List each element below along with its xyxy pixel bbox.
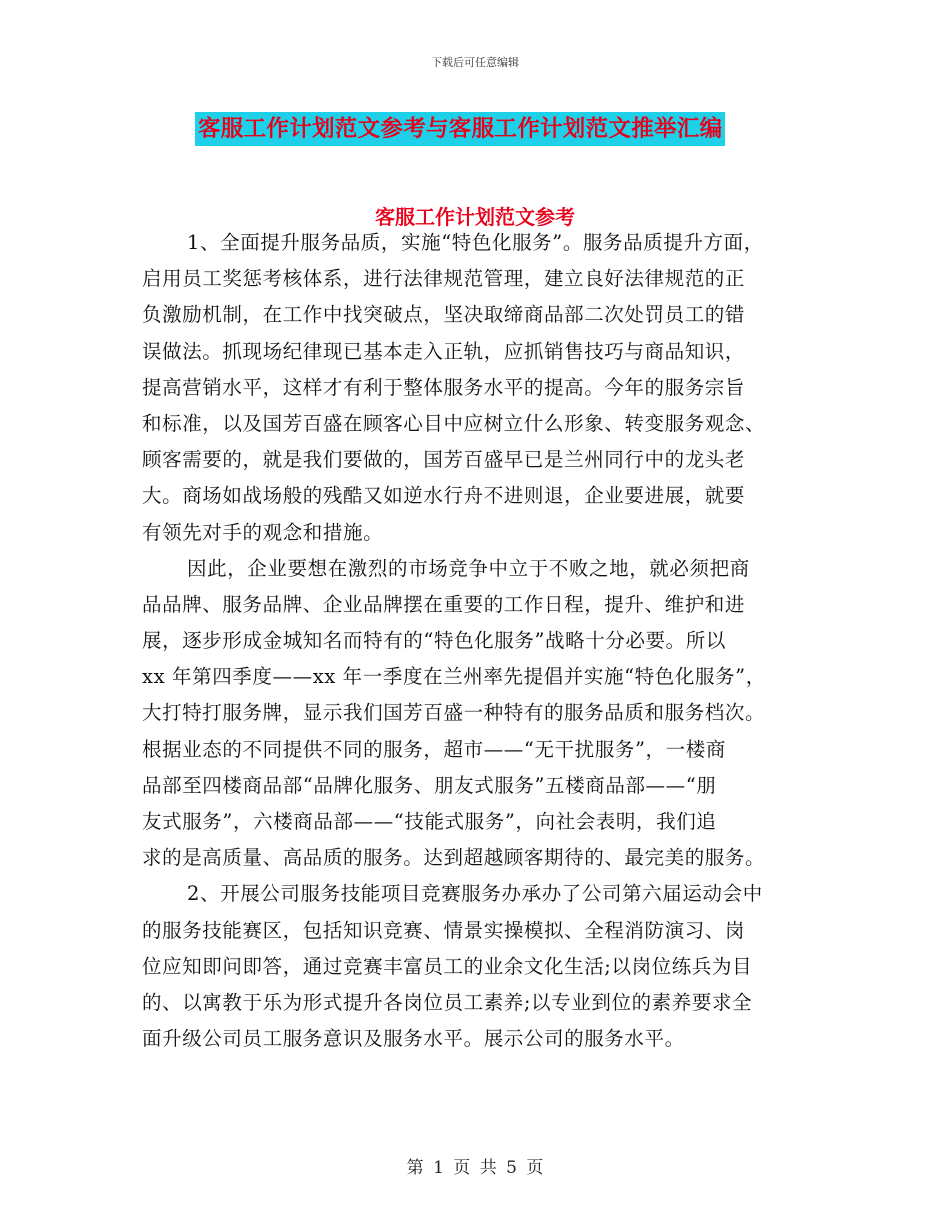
paragraph-line: 的、以寓教于乐为形式提升各岗位员工素养;以专业到位的素养要求全 [142, 990, 753, 1014]
paragraph-line: 友式服务”，六楼商品部——“技能式服务”，向社会表明，我们追 [142, 810, 717, 833]
main-title: 客服工作计划范文参考与客服工作计划范文推举汇编 [198, 116, 723, 142]
paragraph-line: 求的是高质量、高品质的服务。达到超越顾客期待的、最完美的服务。 [142, 846, 766, 870]
paragraph-line: 2、开展公司服务技能项目竞赛服务办承办了公司第六届运动会中 [187, 882, 763, 906]
paragraph-line: 顾客需要的，就是我们要做的，国芳百盛早已是兰州同行中的龙头老 [142, 448, 746, 472]
paragraph-line: 1、全面提升服务品质，实施“特色化服务”。服务品质提升方面， [187, 231, 764, 254]
paragraph-line: 品部至四楼商品部“品牌化服务、朋友式服务”五楼商品部——“朋 [142, 773, 717, 797]
paragraph-line: xx 年第四季度——xx 年一季度在兰州率先提倡并实施“特色化服务”， [142, 665, 766, 689]
page-footer: 第 1 页 共 5 页 [406, 1158, 544, 1178]
body-text [142, 225, 822, 1057]
paragraph-line: 的服务技能赛区，包括知识竞赛、情景实操模拟、全程消防演习、岗 [142, 918, 746, 942]
main-title-highlight [195, 112, 725, 146]
paragraph-line: 和标准，以及国芳百盛在顾客心目中应树立什么形象、转变服务观念、 [142, 411, 766, 435]
section-title: 客服工作计划范文参考 [375, 205, 575, 229]
paragraph-line: 负激励机制，在工作中找突破点，坚决取缔商品部二次处罚员工的错 [142, 303, 746, 327]
paragraph-line: 因此，企业要想在激烈的市场竞争中立于不败之地，就必须把商 [187, 556, 750, 580]
paragraph-line: 大。商场如战场般的残酷又如逆水行舟不进则退，企业要进展，就要 [142, 484, 746, 508]
paragraph-line: 品品牌、服务品牌、企业品牌摆在重要的工作日程，提升、维护和进 [142, 592, 746, 616]
paragraph-line: 展，逐步形成金城知名而特有的“特色化服务”战略十分必要。所以 [142, 629, 726, 653]
paragraph-line: 提高营销水平，这样才有利于整体服务水平的提高。今年的服务宗旨 [142, 375, 746, 399]
paragraph-line: 有领先对手的观念和措施。 [142, 520, 384, 544]
header-note: 下载后可任意编辑 [431, 56, 519, 69]
paragraph-line: 误做法。抓现场纪律现已基本走入正轨，应抓销售技巧与商品知识， [142, 339, 746, 363]
paragraph-line: 根据业态的不同提供不同的服务，超市——“无干扰服务”，一楼商 [142, 737, 726, 761]
paragraph-line: 位应知即问即答，通过竞赛丰富员工的业余文化生活;以岗位练兵为目 [142, 954, 753, 978]
paragraph-line: 大打特打服务牌，显示我们国芳百盛一种特有的服务品质和服务档次。 [142, 701, 766, 725]
paragraph-line: 启用员工奖惩考核体系，进行法律规范管理，建立良好法律规范的正 [142, 267, 746, 291]
paragraph-line: 面升级公司员工服务意识及服务水平。展示公司的服务水平。 [142, 1027, 685, 1051]
